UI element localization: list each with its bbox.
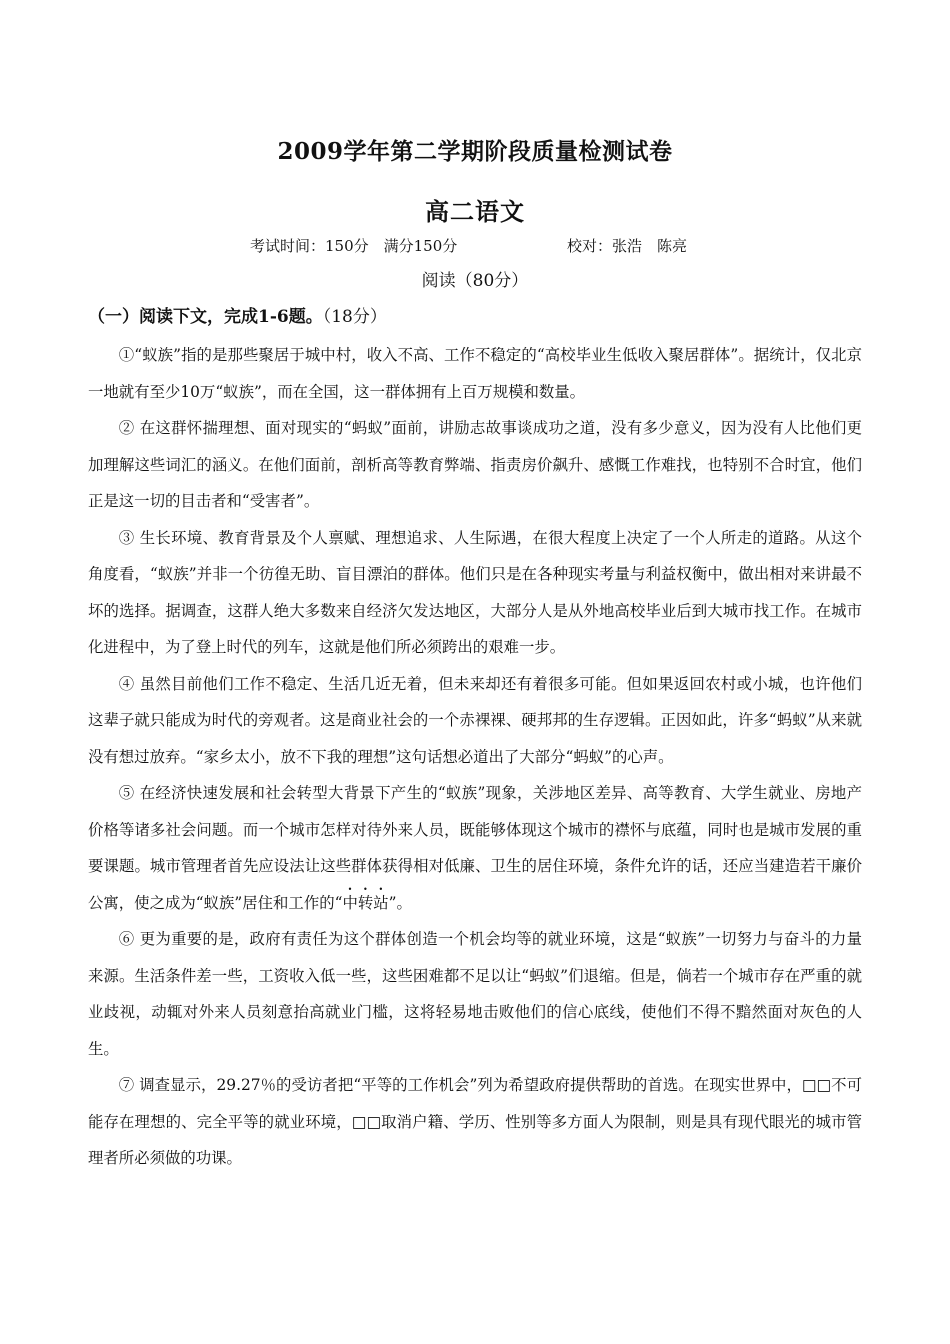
- emphasized-term: 中转站: [342, 893, 389, 912]
- paragraph-3: ③ 生长环境、教育背景及个人禀赋、理想追求、人生际遇，在很大程度上决定了一个人所走的道路。从这个角度看，“蚁族”并非一个彷徨无助、盲目漂泊的群体。他们只是在各种现实考量与利益权衡中，做出相对来讲最不坏的选择。据调查，这群人绝大多数来自经济欠发达地区，大部分人是从外地高校毕业后到大城市找工作。在城市化进程中，为了登上时代的列车，这就是他们所必须跨出的艰难一步。: [88, 528, 862, 656]
- paragraph-2: ② 在这群怀揣理想、面对现实的“蚂蚁”面前，讲励志故事谈成功之道，没有多少意义，因为没有人比他们更加理解这些词汇的涵义。在他们面前，剖析高等教育弊端、指责房价飙升、感慨工作难找，也特别不合时宜，他们正是这一切的目击者和“受害者”。: [88, 419, 862, 510]
- paragraph-5-text: ⑤ 在经济快速发展和社会转型大背景下产生的“蚁族”现象，关涉地区差异、高等教育、大学生就业、房地产价格等诸多社会问题。而一个城市怎样对待外来人员，既能够体现这个城市的襟怀与底蕴，同时也是城市发展的重要课题。城市管理者首先应设法让这些群体获得相对低廉、卫生的居住环境，条件允许的话，还应当建造若干廉价公寓，使之成为“蚁族”居住和工作的“: [88, 784, 862, 912]
- reading-heading: 阅读（80分）: [421, 271, 529, 291]
- paragraph-6: ⑥ 更为重要的是，政府有责任为这个群体创造一个机会均等的就业环境，这是“蚁族”一切努力与奋斗的力量来源。生活条件差一些，工资收入低一些，这些困难都不足以让“蚂蚁”们退缩。但是，倘若一个城市存在严重的就业歧视，动辄对外来人员刻意抬高就业门槛，这将轻易地击败他们的信心底线，使他们不得不黯然面对灰色的人生。: [88, 930, 862, 1058]
- subject-title: 高二语文: [425, 197, 525, 226]
- paragraph-5-end: ”。: [388, 893, 412, 912]
- exam-title: 2009学年第二学期阶段质量检测试卷: [277, 138, 673, 165]
- paragraph-1: ①“蚁族”指的是那些聚居于城中村，收入不高、工作不稳定的“高校毕业生低收入聚居群体”。据统计，仅北京一地就有至少10万“蚁族”，而在全国，这一群体拥有上百万规模和数量。: [88, 346, 862, 401]
- paragraph-4: ④ 虽然目前他们工作不稳定、生活几近无着，但未来却还有着很多可能。但如果返回农村或小城，也许他们这辈子就只能成为时代的旁观者。这是商业社会的一个赤裸裸、硬邦邦的生存逻辑。正因如此，许多“蚂蚁”从来就没有想过放弃。“家乡太小，放不下我的理想”这句话想必道出了大部分“蚂蚁”的心声。: [88, 674, 862, 766]
- paragraph-5: [88, 775, 862, 921]
- paragraph-7: ⑦ 调查显示，29.27％的受访者把“平等的工作机会”列为希望政府提供帮助的首选。在现实世界中，□□不可能存在理想的、完全平等的就业环境，□□取消户籍、学历、性别等多方面人为限制，则是具有现代眼光的城市管理者所必须做的功课。: [88, 1076, 862, 1167]
- section-points: （18分）: [322, 307, 387, 327]
- passage: [88, 337, 862, 1177]
- section-title-text: （一）阅读下文，完成1-6题。: [88, 307, 323, 327]
- section-title: [88, 302, 387, 327]
- exam-info: 考试时间：150分 满分150分: [250, 237, 458, 255]
- proofread-info: 校对：张浩 陈亮: [567, 237, 688, 255]
